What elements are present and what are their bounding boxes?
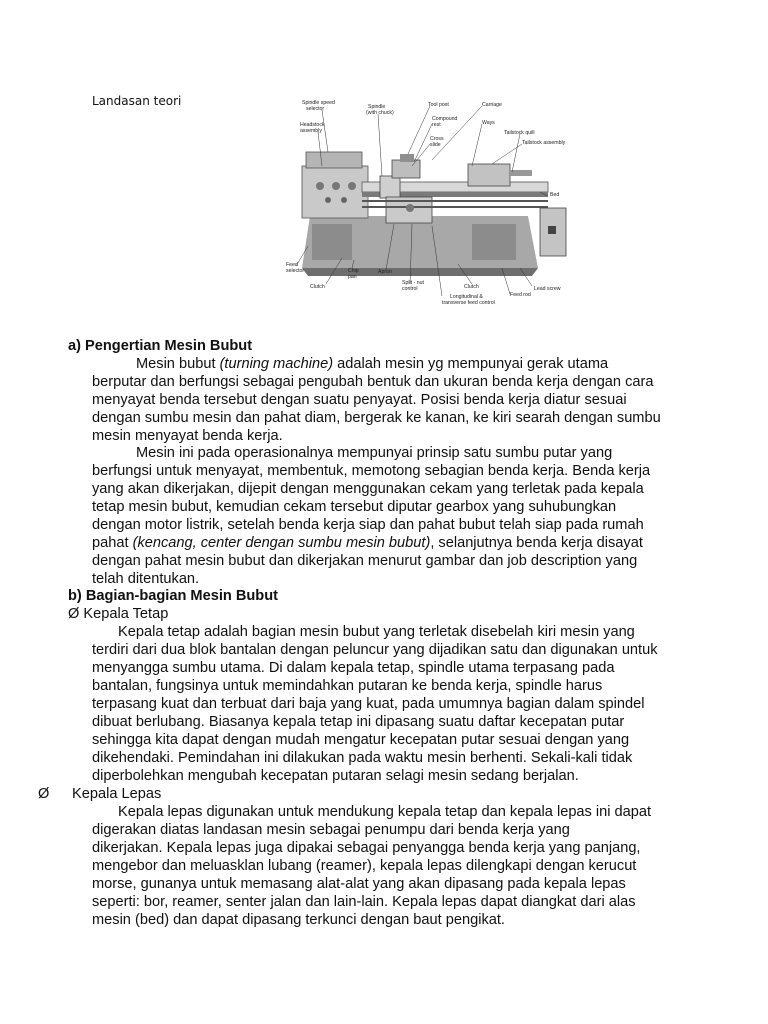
- lathe-figure: [282, 96, 576, 314]
- section-a-p2-line-2: berfungsi untuk menyayat, membentuk, memotong sebagian benda kerja. Benda kerja: [92, 463, 651, 479]
- label-split-nut-2: control: [402, 286, 418, 292]
- label-chip-pan-1: Chip: [348, 268, 359, 274]
- label-clutch-left: Clutch: [310, 284, 325, 290]
- label-feed-rod: Feed rod: [510, 292, 531, 298]
- section-a-p1-line-2: berputar dan berfungsi sebagai pengubah bentuk dan ukuran benda kerja dengan cara: [92, 374, 654, 390]
- label-compound-1: Compound: [432, 116, 458, 122]
- kepala-lepas-line-1: Kepala lepas digunakan untuk mendukung kepala tetap dan kepala lepas ini dapat: [118, 804, 652, 820]
- label-longitudinal-1: Longitudinal &: [450, 294, 483, 300]
- kepala-lepas-line-3: dikerjakan. Kepala lepas juga dipakai sebagai penyangga benda kerja yang panjang,: [92, 840, 641, 856]
- kepala-tetap-line-3: menyangga sumbu utama. Di dalam kepala tetap, spindle utama terpasang pada: [92, 660, 615, 676]
- kepala-tetap-bullet: Ø Kepala Tetap: [68, 606, 169, 622]
- section-a-p1-line-4: dengan sumbu mesin dan pahat diam, bergerak ke kanan, ke kiri searah dengan sumbu: [92, 410, 661, 426]
- section-a-p1-line-3: menyayat benda tersebut dengan suatu penyayat. Posisi benda kerja diatur sesuai: [92, 392, 627, 408]
- kepala-lepas-bullet-label: Kepala Lepas: [72, 786, 162, 802]
- label-cross-slide-2: slide: [430, 142, 441, 148]
- section-b-title: b) Bagian-bagian Mesin Bubut: [68, 588, 278, 604]
- label-spindle-2: (with chuck): [366, 110, 394, 116]
- kepala-tetap-line-2: terdiri dari dua blok bantalan dengan peluncur yang dijadikan satu dan digunakan untuk: [92, 642, 658, 658]
- kepala-tetap-line-7: sehingga kita dapat dengan mudah mengatur kecepatan putar sesuai dengan yang: [92, 732, 630, 748]
- kepala-tetap-line-5: terpasang kuat dan terbuat dari baja yang kuat, pada umumnya bagian dalam spindel: [92, 696, 645, 712]
- section-a-p2-line-4: tetap mesin bubut, kemudian cekam tersebut diputar gearbox yang suhubungkan: [92, 499, 617, 515]
- kepala-tetap-line-8: dikehendaki. Pemindahan ini dilakukan pada waktu mesin berhenti. Sekali-kali tidak: [92, 750, 633, 766]
- section-a-p2-line-3: yang akan dikerjakan, dijepit dengan menggunakan cekam yang terletak pada kepala: [92, 481, 644, 497]
- label-lead-screw: Lead screw: [534, 286, 561, 292]
- kepala-tetap-line-6: dibuat berlubang. Biasanya kepala tetap ini dipasang suatu daftar kecepatan putar: [92, 714, 625, 730]
- label-clutch-right: Clutch: [464, 284, 479, 290]
- label-tailstock-quill: Tailstock quill: [504, 130, 535, 136]
- section-a-title: a) Pengertian Mesin Bubut: [68, 338, 253, 354]
- lathe-illustration: [302, 152, 566, 276]
- section-a-p2-em: (kencang, center dengan sumbu mesin bubut): [132, 535, 431, 551]
- label-cross-slide-1: Cross: [430, 136, 444, 142]
- kepala-lepas-line-7: mesin (bed) dan dapat dipasang terkunci dengan baut pengikat.: [92, 912, 505, 928]
- section-a-p2-line-7: dengan pahat mesin bubut dan dikerjakan menurut gambar dan job description yang: [92, 553, 638, 569]
- label-chip-pan-2: pan: [348, 274, 357, 280]
- page-heading: Landasan teori: [92, 94, 182, 108]
- kepala-lepas-line-5: morse, gunanya untuk memasang alat-alat yang akan dipasang pada kepala lepas: [92, 876, 626, 892]
- kepala-lepas-bullet-symbol: Ø: [38, 786, 50, 802]
- section-a-p1-em: (turning machine): [219, 356, 334, 372]
- label-tool-post: Tool post: [428, 102, 449, 108]
- kepala-lepas-line-4: mengebor dan meluasklan lubang (reamer), kepala lepas dilengkapi dengan kerucut: [92, 858, 637, 874]
- kepala-tetap-line-4: bantalan, fungsinya untuk memindahkan putaran ke benda kerja, spindle harus: [92, 678, 603, 694]
- kepala-lepas-line-6: seperti: bor, reamer, senter jalan dan lain-lain. Kepala lepas dapat diangkat dari alas: [92, 894, 636, 910]
- section-a-p1-line-1: Mesin bubut (turning machine) adalah mesin yg mempunyai gerak utama: [136, 356, 609, 372]
- label-spindle-speed-2: selector: [306, 106, 325, 112]
- label-carriage: Carriage: [482, 102, 502, 108]
- label-headstock-2: assembly: [300, 128, 322, 134]
- label-headstock-1: Headstock: [300, 122, 325, 128]
- label-spindle-speed-1: Spindle speed: [302, 100, 335, 106]
- section-a-p2-line-1: Mesin ini pada operasionalnya mempunyai prinsip satu sumbu putar yang: [136, 445, 613, 461]
- section-a-p1-line-5: mesin menyayat benda kerja.: [92, 428, 283, 444]
- label-feed-selector-1: Feed: [286, 262, 298, 268]
- label-bed: Bed: [550, 192, 560, 198]
- section-a-p2-line-6: pahat (kencang, center dengan sumbu mesin bubut), selanjutnya benda kerja disayat: [92, 535, 643, 551]
- label-apron: Apron: [378, 269, 392, 275]
- label-tailstock-assembly: Tailstock assembly: [522, 140, 566, 146]
- label-longitudinal-2: transverse feed control: [442, 300, 495, 306]
- label-split-nut-1: Split - nut: [402, 280, 424, 286]
- label-spindle-1: Spindle: [368, 104, 386, 110]
- section-a-p2-line-8: telah ditentukan.: [92, 571, 200, 587]
- section-a-p2-line-5: dengan motor listrik, setelah benda kerja siap dan pahat bubut telah siap pada rumah: [92, 517, 644, 533]
- kepala-lepas-line-2: digerakan diatas landasan mesin sebagai penumpu dari benda kerja yang: [92, 822, 570, 838]
- lathe-diagram: [282, 96, 576, 314]
- label-ways: Ways: [482, 120, 495, 126]
- label-feed-selector-2: selector: [286, 268, 305, 274]
- label-compound-2: rest: [432, 122, 441, 128]
- kepala-tetap-line-9: diperbolehkan mengubah kecepatan putaran selagi mesin sedang berjalan.: [92, 768, 579, 784]
- kepala-tetap-line-1: Kepala tetap adalah bagian mesin bubut yang terletak disebelah kiri mesin yang: [118, 624, 635, 640]
